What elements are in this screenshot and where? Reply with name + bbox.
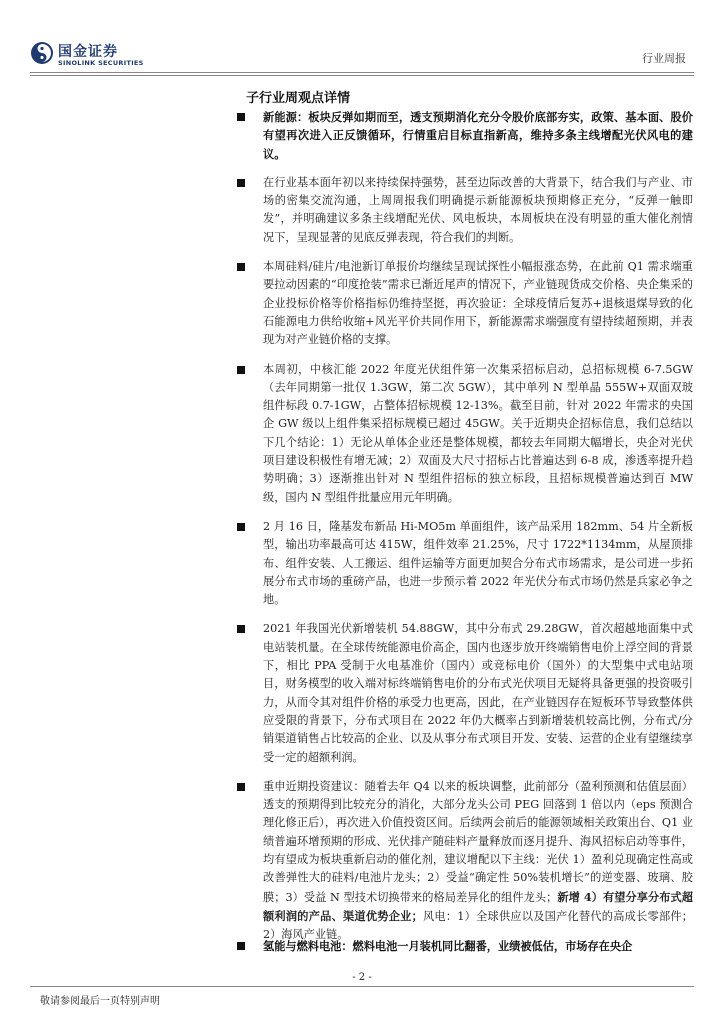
report-type-label: 行业周报: [642, 52, 686, 65]
paragraph-text: 在行业基本面年初以来持续保持强势，甚至边际改善的大背景下，结合我们与产业、市场的密集交流沟通，上周周报我们明确提示新能源板块预期修正充分，“反弹一触即发”，并明确建议多条主线增配光伏、风电板块，本周板块在没有明显的重大催化剂情况下，呈现显著的见底反弹表现，符合我们的判断。: [263, 175, 693, 244]
brand-name-cn: 国金证券: [58, 44, 118, 60]
page-header: [0, 0, 724, 78]
advice-highlight: 新增 4）有望分享分布式超额利润的产品、渠道优势企业；: [263, 889, 693, 923]
header-divider: [30, 72, 694, 76]
square-bullet-icon: [237, 523, 245, 531]
sinolink-logo-icon: [30, 41, 54, 65]
report-body: [237, 108, 693, 955]
list-item: [237, 518, 693, 609]
page-footer: [0, 968, 724, 1024]
list-item: [237, 620, 693, 766]
paragraph-text: 本周硅料/硅片/电池新订单报价均继续呈现试探性小幅报涨态势，在此前 Q1 需求端重要拉动因素的“印度抢装”需求已渐近尾声的情况下，产业链现货成交价格、央企集采的企业投标价格等价格指标仍维持坚挺，再次验证：全球疫情后复苏+退核退煤导致的化石能源电力供给收缩+风光平价共同作用下，新能源需求端强度有望持续超预期，并表现为对产业链价格的支撑。: [263, 260, 693, 347]
square-bullet-icon: [237, 113, 245, 121]
investment-advice-text: [263, 778, 693, 945]
investment-advice-item: [237, 778, 693, 945]
list-item: [237, 937, 719, 955]
disclaimer-text: 敬请参阅最后一页特别声明: [40, 996, 160, 1007]
section-title: 子行业周观点详情: [246, 91, 351, 106]
list-item: [237, 108, 693, 163]
square-bullet-icon: [237, 625, 245, 633]
paragraph-text: 新能源：板块反弹如期而至，透支预期消化充分令股价底部夯实，政策、基本面、股价有望再次进入正反馈循环，行情重启目标直指新高，维持多条主线增配光伏风电的建议。: [263, 110, 693, 161]
square-bullet-icon: [237, 263, 245, 271]
list-item: [237, 174, 693, 247]
brand-name-en: SINOLINK SECURITIES: [58, 59, 144, 67]
footer-divider: [30, 986, 694, 987]
paragraph-text: 本周初，中核汇能 2022 年度光伏组件第一次集采招标启动，总招标规模 6-7.5GW（去年同期第一批仅 1.3GW，第二次 5GW），其中单列 N 型单晶 555W+双面双玻组件标段 0.7-1GW，占整体招标规模 12-13%。截至目前，针对 2022 年需求的央国企 GW 级以上组件集采招标规模已超过 45GW。关于近期央企招标信息，我们总结以下几个结论：1）无论从单体企业还是整体规模，都较去年同期大幅增长，央企对光伏项目建设积极性有增无减；2）双面及大尺寸招标占比普遍达到 6-8 成，渗透率提升趋势明确；3）逐渐推出针对 N 型组件招标的独立标段，且招标规模普遍达到百 MW 级，国内 N 型组件批量应用元年明确。: [263, 362, 693, 504]
square-bullet-icon: [237, 942, 245, 950]
list-item: [237, 361, 693, 507]
page-number: - 2 -: [352, 972, 372, 983]
paragraph-text: 氢能与燃料电池：燃料电池一月装机同比翻番，业绩被低估，市场存在央企: [263, 939, 633, 953]
square-bullet-icon: [237, 179, 245, 187]
square-bullet-icon: [237, 366, 245, 374]
advice-tail: 风电：1）全球供应以及国产化替代的高成长零部件；2）海风产业链。: [263, 909, 693, 942]
advice-lead: 重申近期投资建议：随着去年 Q4 以来的板块调整，此前部分（盈利预测和估值层面）透支的预期得到比较充分的消化，大部分龙头公司 PEG 回落到 1 倍以内（eps 预测合理化修正后），再次进入价值投资区间。后续两会前后的能源领域相关政策出台、Q1 业绩普遍环增预期的形成、光伏排产随硅料产量释放而逐月提升、海风招标启动等事件，均有望成为板块重新启动的催化剂，建议增配以下主线：光伏 1）盈利兑现确定性高或改善弹性大的硅料/电池片龙头；2）受益“确定性 50%装机增长”的逆变器、玻璃、胶膜；3）受益 N 型技术切换带来的格局差异化的组件龙头；: [263, 779, 694, 904]
paragraph-text: 2021 年我国光伏新增装机 54.88GW，其中分布式 29.28GW，首次超越地面集中式电站装机量。在全球传统能源电价高企，国内也逐步放开终端销售电价上浮空间的背景下，相比 PPA 受制于火电基准价（国内）或竞标电价（国外）的大型集中式电站项目，财务模型的收入端对标终端销售电价的分布式光伏项目无疑将具备更强的投资吸引力，从而令其对组件价格的承受力也更高，因此，在产业链因存在短板环节导致整体供应受限的背景下，分布式项目在 2022 年仍大概率占到新增装机较高比例，分布式/分销渠道销售占比较高的企业、以及从事分布式项目开发、安装、运营的企业有望继续享受一定的超额利润。: [263, 622, 693, 764]
list-item: [237, 258, 693, 349]
paragraph-text: 2 月 16 日，隆基发布新品 Hi-MO5m 单面组件，该产品采用 182mm、54 片全新板型，输出功率最高可达 415W，组件效率 21.25%，尺寸 1722*1134mm，从屋顶排布、组件安装、人工搬运、组件运输等方面更加契合分布式市场需求，是公司进一步拓展分布式市场的重磅产品，也进一步预示着 2022 年光伏分布式市场仍然是兵家必争之地。: [263, 519, 693, 607]
square-bullet-icon: [237, 783, 245, 791]
